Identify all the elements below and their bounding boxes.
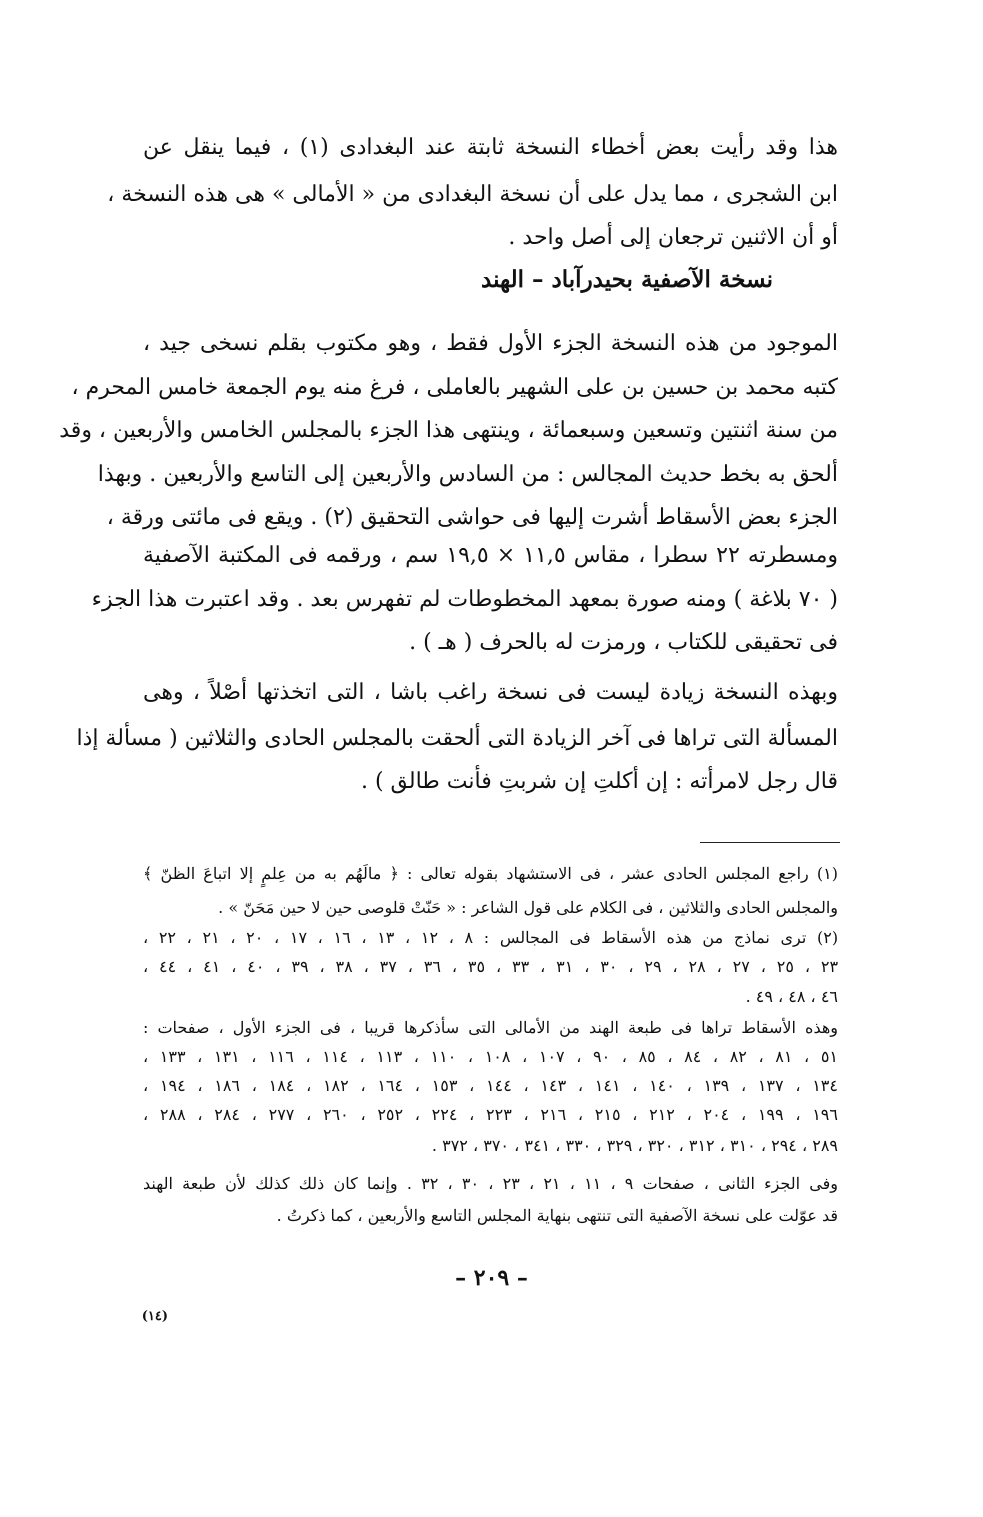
body-line: قال رجل لامرأته : إن أكلتِ إن شربتِ فأنت طالق ) . bbox=[360, 769, 838, 794]
body-line: هذا وقد رأيت بعض أخطاء النسخة ثابتة عند البغدادى (١) ، فيما ينقل عن bbox=[143, 135, 838, 160]
body-line: ابن الشجرى ، مما يدل على أن نسخة البغدادى من « الأمالى » هى هذه النسخة ، bbox=[107, 182, 838, 207]
footnote-line: ٤٦ ، ٤٨ ، ٤٩ . bbox=[745, 987, 838, 1006]
page-number: – ٢٠٩ – bbox=[455, 1265, 528, 1291]
signature-mark: (١٤) bbox=[141, 1309, 168, 1324]
footnote-line: وفى الجزء الثانى ، صفحات ٩ ، ١١ ، ٢١ ، ٢٣ ، ٣٠ ، ٣٢ . وإنما كان ذلك كذلك لأن طبعة الهند bbox=[143, 1174, 838, 1193]
footnote-line: ٢٨٩ ، ٢٩٤ ، ٣١٠ ، ٣١٢ ، ٣٢٠ ، ٣٢٩ ، ٣٣٠ ، ٣٤١ ، ٣٧٠ ، ٣٧٢ . bbox=[431, 1136, 838, 1155]
footnote-line: قد عوّلت على نسخة الآصفية التى تنتهى بنهاية المجلس التاسع والأربعين ، كما ذكرتُ . bbox=[276, 1206, 838, 1225]
footnote-line: والمجلس الحادى والثلاثين ، فى الكلام على قول الشاعر : « حَنّتْ قلوصى حين لا حين مَحَنّ » . bbox=[218, 898, 838, 917]
footnote-separator bbox=[700, 842, 840, 843]
body-line: المسألة التى تراها فى آخر الزيادة التى ألحقت بالمجلس الحادى والثلاثين ( مسألة إذا bbox=[76, 726, 838, 751]
body-line: ومسطرته ٢٢ سطرا ، مقاس ١١,٥ × ١٩,٥ سم ، ورقمه فى المكتبة الآصفية bbox=[143, 543, 838, 568]
footnote-line: ٥١ ، ٨١ ، ٨٢ ، ٨٤ ، ٨٥ ، ٩٠ ، ١٠٧ ، ١٠٨ ، ١١٠ ، ١١٣ ، ١١٤ ، ١١٦ ، ١٣١ ، ١٣٣ ، bbox=[143, 1047, 839, 1066]
body-line: وبهذه النسخة زيادة ليست فى نسخة راغب باشا ، التى اتخذتها أصْلاً ، وهى bbox=[143, 680, 838, 705]
body-line: ألحق به بخط حديث المجالس : من السادس والأربعين إلى التاسع والأربعين . وبهذا bbox=[97, 462, 838, 487]
footnote-line: (١) راجع المجلس الحادى عشر ، فى الاستشهاد بقوله تعالى : ﴿ مالَهُم به من عِلمٍ إلا اتباعَ الظنّ ﴾ bbox=[143, 864, 838, 883]
footnote-line: ٢٣ ، ٢٥ ، ٢٧ ، ٢٨ ، ٢٩ ، ٣٠ ، ٣١ ، ٣٣ ، ٣٥ ، ٣٦ ، ٣٧ ، ٣٨ ، ٣٩ ، ٤٠ ، ٤١ ، ٤٤ ، bbox=[143, 957, 839, 976]
body-line: ( ٧٠ بلاغة ) ومنه صورة بمعهد المخطوطات لم تفهرس بعد . وقد اعتبرت هذا الجزء bbox=[91, 587, 838, 612]
body-line: فى تحقيقى للكتاب ، ورمزت له بالحرف ( هـ ) . bbox=[409, 630, 838, 655]
footnote-line: وهذه الأسقاط تراها فى طبعة الهند من الأمالى التى سأذكرها قريبا ، فى الجزء الأول ، صفحات : bbox=[143, 1018, 839, 1037]
body-line: الموجود من هذه النسخة الجزء الأول فقط ، وهو مكتوب بقلم نسخى جيد ، bbox=[143, 331, 838, 356]
body-line: من سنة اثنتين وتسعين وسبعمائة ، وينتهى هذا الجزء بالمجلس الخامس والأربعين ، وقد bbox=[59, 418, 838, 443]
footnote-line: (٢) ترى نماذج من هذه الأسقاط فى المجالس : ٨ ، ١٢ ، ١٣ ، ١٦ ، ١٧ ، ٢٠ ، ٢١ ، ٢٢ ، bbox=[143, 928, 839, 947]
footnote-line: ١٩٦ ، ١٩٩ ، ٢٠٤ ، ٢١٢ ، ٢١٥ ، ٢١٦ ، ٢٢٣ ، ٢٢٤ ، ٢٥٢ ، ٢٦٠ ، ٢٧٧ ، ٢٨٤ ، ٢٨٨ ، bbox=[143, 1105, 838, 1124]
section-heading: نسخة الآصفية بحيدرآباد – الهند bbox=[481, 266, 773, 293]
body-line: أو أن الاثنين ترجعان إلى أصل واحد . bbox=[508, 225, 838, 250]
footnote-line: ١٣٤ ، ١٣٧ ، ١٣٩ ، ١٤٠ ، ١٤١ ، ١٤٣ ، ١٤٤ ، ١٥٣ ، ١٦٤ ، ١٨٢ ، ١٨٤ ، ١٨٦ ، ١٩٤ ، bbox=[143, 1076, 838, 1095]
body-line: الجزء بعض الأسقاط أشرت إليها فى حواشى التحقيق (٢) . ويقع فى مائتى ورقة ، bbox=[106, 505, 838, 530]
body-line: كتبه محمد بن حسين بن على الشهير بالعاملى ، فرغ منه يوم الجمعة خامس المحرم ، bbox=[71, 375, 838, 400]
